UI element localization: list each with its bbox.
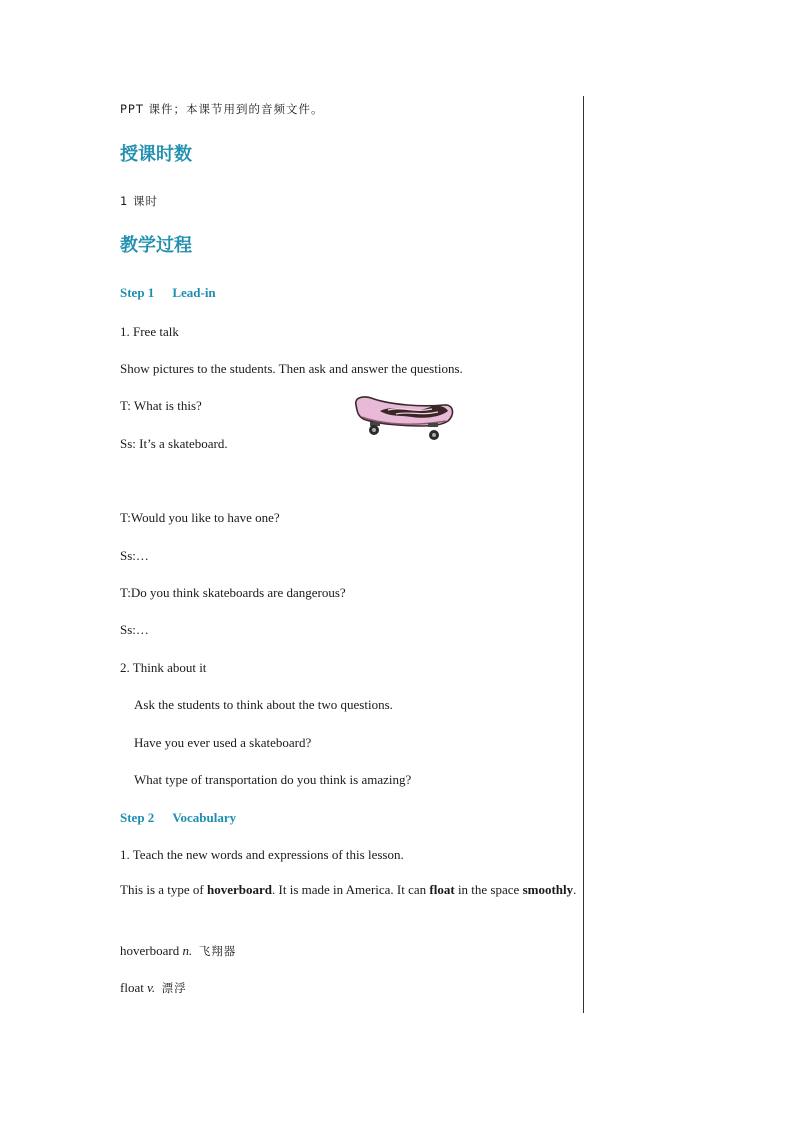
step1-heading xyxy=(120,285,216,301)
skateboard-illustration xyxy=(352,393,456,443)
question-2: What type of transportation do you think is amazing? xyxy=(134,772,412,787)
materials-line: PPT 课件；本课节用到的音频文件。 xyxy=(120,102,324,116)
free-talk-item: 1. Free talk xyxy=(120,324,179,339)
vocab-def-hoverboard: 飞翔器 xyxy=(198,944,237,958)
student-answer-1: Ss:… xyxy=(120,548,149,563)
teacher-question-what: T: What is this? xyxy=(120,398,202,413)
vocab-word-float: float xyxy=(120,980,148,995)
step2-title: Vocabulary xyxy=(172,810,237,825)
ask-students-line: Ask the students to think about the two questions. xyxy=(134,697,393,712)
vocab-word-hoverboard: hoverboard xyxy=(120,943,183,958)
question-1: Have you ever used a skateboard? xyxy=(134,735,312,750)
vocab-pos-float: v. xyxy=(147,980,156,995)
vocab-pos-hoverboard: n. xyxy=(182,943,193,958)
step1-title: Lead-in xyxy=(172,285,216,300)
para-text-1: This is a type of xyxy=(120,882,208,897)
hoverboard-paragraph xyxy=(120,878,578,902)
student-answer-2: Ss:… xyxy=(120,622,149,637)
step2-heading xyxy=(120,810,236,826)
para-bold-float: float xyxy=(429,882,455,897)
section-heading-hours: 授课时数 xyxy=(120,144,192,165)
vocab-hoverboard xyxy=(120,943,236,959)
step1-number: Step 1 xyxy=(120,285,155,300)
section-heading-process: 教学过程 xyxy=(120,235,192,256)
vocab-def-float: 漂浮 xyxy=(161,981,187,995)
para-bold-hoverboard: hoverboard xyxy=(207,882,273,897)
margin-rule xyxy=(583,96,584,1013)
para-text-2: . It is made in America. It can xyxy=(272,882,430,897)
teach-words-item: 1. Teach the new words and expressions of this lesson. xyxy=(120,847,404,862)
student-answer-skateboard: Ss: It’s a skateboard. xyxy=(120,436,228,451)
teacher-question-dangerous: T:Do you think skateboards are dangerous? xyxy=(120,585,346,600)
think-about-item: 2. Think about it xyxy=(120,660,207,675)
para-bold-smoothly: smoothly xyxy=(522,882,574,897)
para-text-4: . xyxy=(573,882,577,897)
teacher-question-would: T:Would you like to have one? xyxy=(120,510,280,525)
show-pictures-line: Show pictures to the students. Then ask and answer the questions. xyxy=(120,361,463,376)
step2-number: Step 2 xyxy=(120,810,155,825)
vocab-float xyxy=(120,980,187,996)
para-text-3: in the space xyxy=(454,882,523,897)
hours-value: 1 课时 xyxy=(120,194,158,208)
